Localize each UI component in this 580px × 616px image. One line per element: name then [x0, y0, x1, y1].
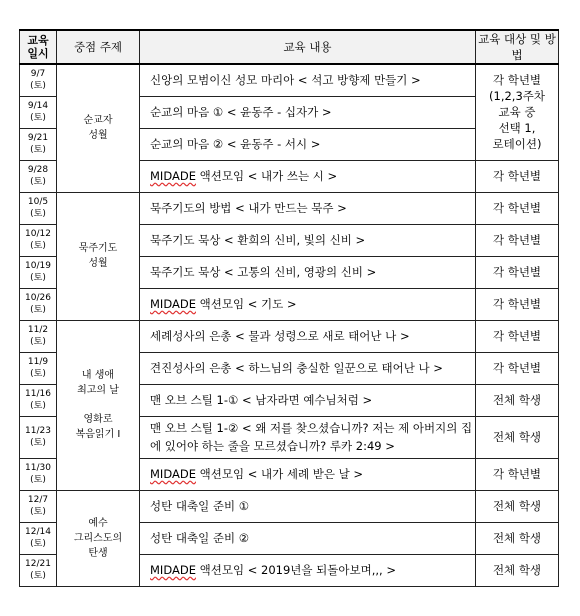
- header-target: 교육 대상 및 방법: [476, 30, 559, 64]
- date-cell: 11/9 (토): [20, 352, 57, 384]
- date-cell: 12/21 (토): [20, 554, 57, 586]
- theme-martyrs-month: 순교자 성월: [57, 64, 140, 192]
- content-cell: 성탄 대축일 준비 ①: [140, 490, 476, 522]
- education-schedule-table: [19, 29, 559, 587]
- target-cell: 전체 학생: [476, 490, 559, 522]
- date-cell: 9/14 (토): [20, 96, 57, 128]
- target-cell: 전체 학생: [476, 522, 559, 554]
- content-cell: 성탄 대축일 준비 ②: [140, 522, 476, 554]
- content-cell: MIDADE 액션모임 < 내가 세례 받은 날 >: [140, 458, 476, 490]
- target-cell: 각 학년별: [476, 320, 559, 352]
- date-cell: 11/2 (토): [20, 320, 57, 352]
- target-merged-cell: 각 학년별 (1,2,3주차 교육 중 선택 1, 로테이션): [476, 64, 559, 160]
- date-cell: 12/7 (토): [20, 490, 57, 522]
- date-cell: 9/21 (토): [20, 128, 57, 160]
- theme-rosary-month: 묵주기도 성월: [57, 192, 140, 320]
- target-cell: 각 학년별: [476, 288, 559, 320]
- date-cell: 9/28 (토): [20, 160, 57, 192]
- target-cell: 전체 학생: [476, 384, 559, 416]
- target-cell: 각 학년별: [476, 458, 559, 490]
- target-cell: 전체 학생: [476, 416, 559, 458]
- content-cell: 순교의 마음 ② < 윤동주 - 서시 >: [140, 128, 476, 160]
- content-cell: 세례성사의 은총 < 물과 성령으로 새로 태어난 나 >: [140, 320, 476, 352]
- date-cell: 11/23 (토): [20, 416, 57, 458]
- target-cell: 각 학년별: [476, 160, 559, 192]
- date-cell: 10/5 (토): [20, 192, 57, 224]
- header-content: 교육 내용: [140, 30, 476, 64]
- target-cell: 각 학년별: [476, 352, 559, 384]
- content-cell: 맨 오브 스틸 1-① < 남자라면 예수님처럼 >: [140, 384, 476, 416]
- date-cell: 11/16 (토): [20, 384, 57, 416]
- header-date: 교육 일시: [20, 30, 57, 64]
- content-cell: MIDADE 액션모임 < 내가 쓰는 시 >: [140, 160, 476, 192]
- theme-nativity: 예수 그리스도의 탄생: [57, 490, 140, 586]
- content-cell: 묵주기도 묵상 < 고통의 신비, 영광의 신비 >: [140, 256, 476, 288]
- target-cell: 각 학년별: [476, 256, 559, 288]
- target-cell: 전체 학생: [476, 554, 559, 586]
- date-cell: 11/30 (토): [20, 458, 57, 490]
- content-cell: MIDADE 액션모임 < 2019년을 되돌아보며,,, >: [140, 554, 476, 586]
- target-cell: 각 학년별: [476, 192, 559, 224]
- content-cell: MIDADE 액션모임 < 기도 >: [140, 288, 476, 320]
- date-cell: 10/12 (토): [20, 224, 57, 256]
- date-cell: 12/14 (토): [20, 522, 57, 554]
- content-cell: 묵주기도 묵상 < 환희의 신비, 빛의 신비 >: [140, 224, 476, 256]
- content-cell: 맨 오브 스틸 1-② < 왜 저를 찾으셨습니까? 저는 제 아버지의 집에 있어야 하는 줄을 모르셨습니까? 루카 2:49 >: [140, 416, 476, 458]
- date-cell: 10/19 (토): [20, 256, 57, 288]
- content-cell: 순교의 마음 ① < 윤동주 - 십자가 >: [140, 96, 476, 128]
- target-cell: 각 학년별: [476, 224, 559, 256]
- content-cell: 견진성사의 은총 < 하느님의 충실한 일꾼으로 태어난 나 >: [140, 352, 476, 384]
- date-cell: 10/26 (토): [20, 288, 57, 320]
- date-cell: 9/7 (토): [20, 64, 57, 96]
- theme-best-day: 내 생애 최고의 날 영화로 복음읽기 Ⅰ: [57, 320, 140, 490]
- content-cell: 묵주기도의 방법 < 내가 만드는 묵주 >: [140, 192, 476, 224]
- header-theme: 중점 주제: [57, 30, 140, 64]
- content-cell: 신앙의 모범이신 성모 마리아 < 석고 방향제 만들기 >: [140, 64, 476, 96]
